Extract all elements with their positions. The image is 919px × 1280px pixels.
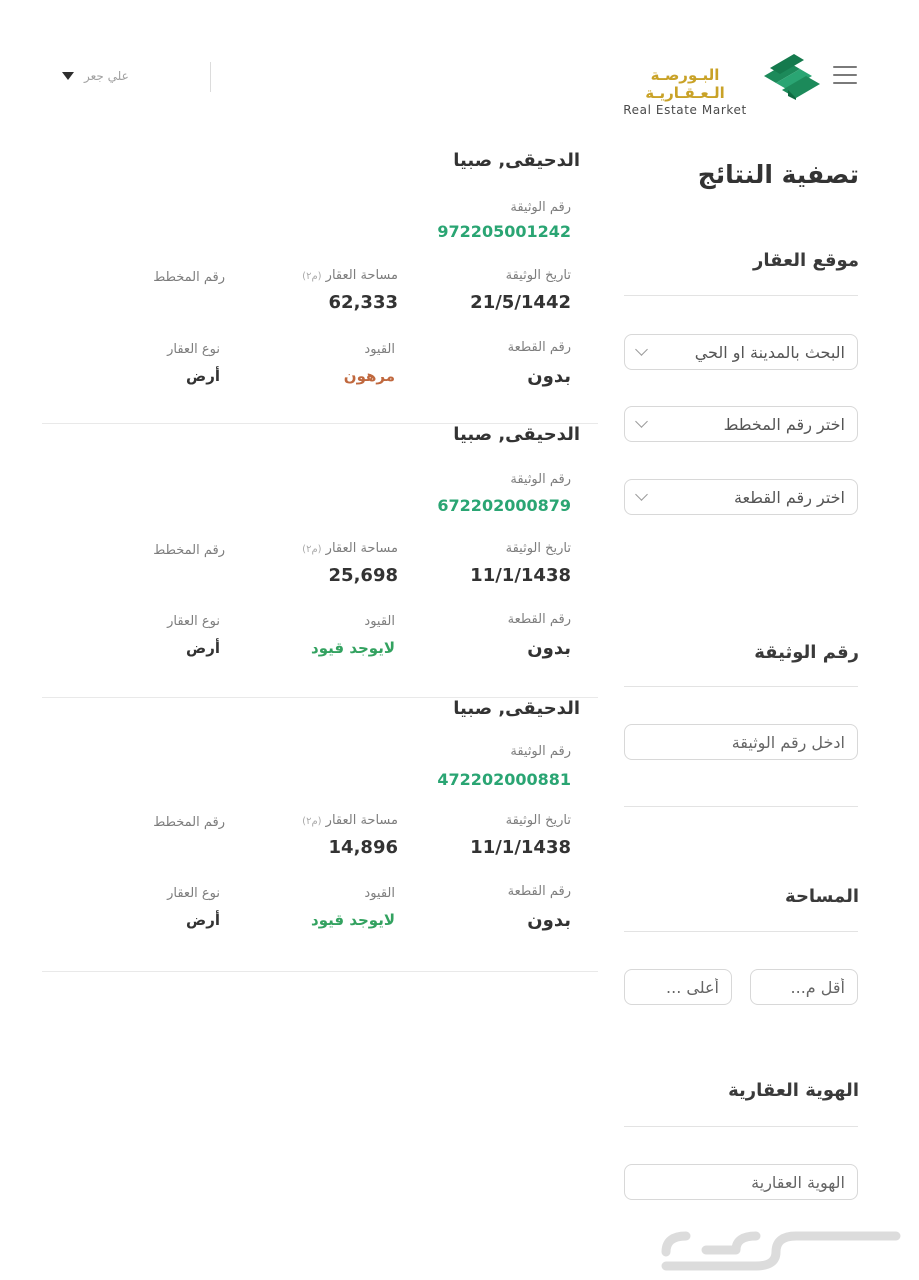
- logo-arabic: البـورصـة الـعـقـاريـة: [645, 66, 725, 102]
- filter-title: تصفية النتائج: [697, 160, 859, 189]
- plot-number-label: رقم القطعة: [507, 612, 571, 627]
- scheme-number-label: رقم المخطط: [153, 270, 225, 285]
- deed-number-link[interactable]: 672202000879: [437, 496, 571, 515]
- area-label: [302, 541, 398, 556]
- area-unit: (م٢): [302, 816, 322, 827]
- scheme-select[interactable]: [624, 406, 858, 442]
- area-value: 25,698: [328, 565, 398, 586]
- area-unit: (م٢): [302, 544, 322, 555]
- deed-date-label: تاريخ الوثيقة: [505, 268, 571, 283]
- property-type-label: نوع العقار: [167, 614, 220, 629]
- area-min-input[interactable]: [750, 969, 858, 1005]
- property-type-value: أرض: [186, 911, 220, 929]
- area-section-title: المساحة: [785, 886, 859, 907]
- deed-date-label: تاريخ الوثيقة: [505, 813, 571, 828]
- restrictions-value: مرهون: [343, 367, 395, 385]
- watermark-logo-icon: [646, 1222, 906, 1272]
- plot-number-value: بدون: [527, 910, 571, 931]
- deed-number-label: رقم الوثيقة: [510, 200, 571, 215]
- chevron-down-icon: [635, 415, 648, 428]
- result-owner: الدحيقى, صبيا: [453, 424, 580, 445]
- section-divider: [624, 295, 858, 296]
- header: [0, 0, 919, 130]
- identity-section-title: الهوية العقارية: [728, 1080, 859, 1101]
- deed-date-value: 21/5/1442: [470, 292, 571, 313]
- deed-section-title: رقم الوثيقة: [754, 642, 859, 663]
- property-type-value: أرض: [186, 367, 220, 385]
- plot-select-label: اختر رقم القطعة: [733, 487, 845, 507]
- property-type-label: نوع العقار: [167, 886, 220, 901]
- area-label-text: مساحة العقار: [325, 268, 398, 283]
- plot-number-label: رقم القطعة: [507, 884, 571, 899]
- property-identity-input[interactable]: [624, 1164, 858, 1200]
- scheme-select-label: اختر رقم المخطط: [723, 414, 845, 434]
- user-name: علي جعر: [84, 69, 129, 83]
- plot-number-label: رقم القطعة: [507, 340, 571, 355]
- result-owner: الدحيقى, صبيا: [453, 150, 580, 171]
- chevron-down-icon: [635, 488, 648, 501]
- logo-english: Real Estate Market: [623, 103, 747, 117]
- scheme-number-label: رقم المخطط: [153, 543, 225, 558]
- section-divider: [624, 686, 858, 687]
- section-divider: [624, 1126, 858, 1127]
- area-label-text: مساحة العقار: [325, 813, 398, 828]
- plot-number-value: بدون: [527, 366, 571, 387]
- city-select[interactable]: [624, 334, 858, 370]
- plot-number-value: بدون: [527, 638, 571, 659]
- result-owner: الدحيقى, صبيا: [453, 698, 580, 719]
- area-unit: (م٢): [302, 271, 322, 282]
- logo-text[interactable]: [620, 66, 750, 118]
- section-divider: [624, 931, 858, 932]
- deed-number-input[interactable]: [624, 724, 858, 760]
- header-divider: [210, 62, 211, 92]
- user-menu[interactable]: [62, 66, 152, 86]
- deed-date-value: 11/1/1438: [470, 837, 571, 858]
- result-card[interactable]: [42, 698, 598, 972]
- deed-number-link[interactable]: 472202000881: [437, 770, 571, 789]
- chevron-down-icon: [635, 343, 648, 356]
- deed-number-link[interactable]: 972205001242: [437, 222, 571, 241]
- area-value: 62,333: [328, 292, 398, 313]
- plot-select[interactable]: [624, 479, 858, 515]
- area-label-text: مساحة العقار: [325, 541, 398, 556]
- area-label: [302, 268, 398, 283]
- restrictions-value: لايوجد قيود: [311, 639, 395, 657]
- result-card[interactable]: [42, 150, 598, 424]
- hamburger-menu-icon[interactable]: [833, 66, 857, 86]
- area-label: [302, 813, 398, 828]
- restrictions-label: القيود: [364, 886, 395, 901]
- restrictions-value: لايوجد قيود: [311, 911, 395, 929]
- restrictions-label: القيود: [364, 342, 395, 357]
- logo-mark-icon[interactable]: [760, 46, 824, 104]
- deed-date-value: 11/1/1438: [470, 565, 571, 586]
- deed-number-label: رقم الوثيقة: [510, 744, 571, 759]
- city-select-label: البحث بالمدينة او الحي: [694, 342, 845, 362]
- result-card[interactable]: [42, 424, 598, 698]
- section-divider: [624, 806, 858, 807]
- property-type-label: نوع العقار: [167, 342, 220, 357]
- deed-date-label: تاريخ الوثيقة: [505, 541, 571, 556]
- restrictions-label: القيود: [364, 614, 395, 629]
- location-section-title: موقع العقار: [753, 250, 859, 271]
- scheme-number-label: رقم المخطط: [153, 815, 225, 830]
- area-value: 14,896: [328, 837, 398, 858]
- property-type-value: أرض: [186, 639, 220, 657]
- area-max-input[interactable]: [624, 969, 732, 1005]
- caret-down-icon[interactable]: [62, 72, 74, 80]
- deed-number-label: رقم الوثيقة: [510, 472, 571, 487]
